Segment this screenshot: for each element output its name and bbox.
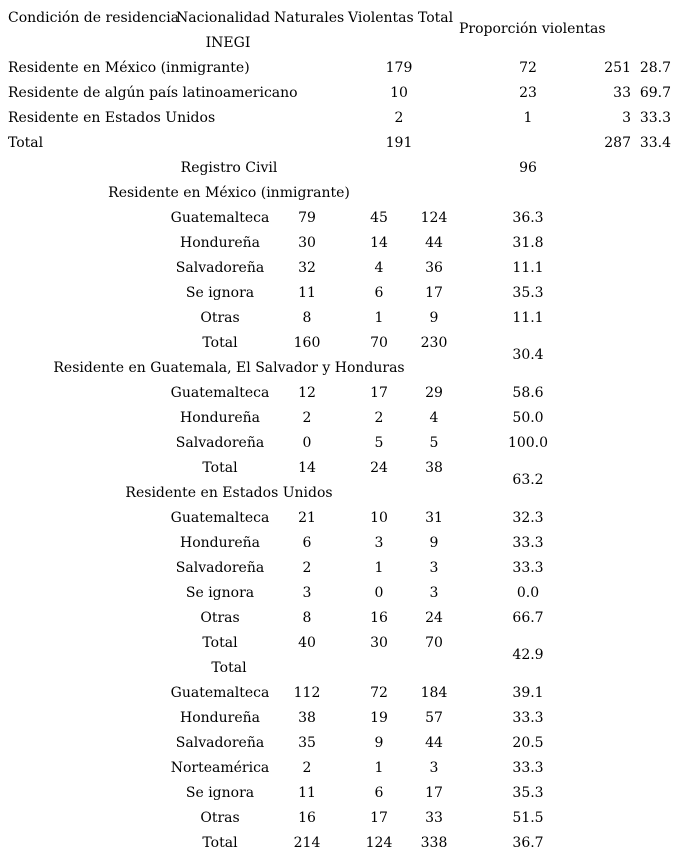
inegi-violentas: 1 xyxy=(523,110,533,126)
naturales-cell: 11 xyxy=(298,285,316,301)
inegi-row-label: Residente en Estados Unidos xyxy=(8,110,216,126)
proporcion-cell: 42.9 xyxy=(512,647,544,663)
nacionalidad-cell: Hondureña xyxy=(180,535,260,551)
total-cell: 5 xyxy=(429,435,439,451)
violentas-cell: 70 xyxy=(370,335,388,351)
header-nacionalidad: Nacionalidad xyxy=(176,10,270,26)
header-naturales: Naturales xyxy=(274,10,345,26)
proporcion-cell: 20.5 xyxy=(512,735,544,751)
section-title: Residente en Estados Unidos xyxy=(125,485,333,501)
header-condicion: Condición de residencia xyxy=(8,10,180,26)
nacionalidad-cell: Salvadoreña xyxy=(175,735,265,751)
total-cell: 4 xyxy=(429,410,439,426)
proporcion-cell: 11.1 xyxy=(512,260,544,276)
proporcion-cell: 33.3 xyxy=(512,535,544,551)
proporcion-cell: 50.0 xyxy=(512,410,544,426)
nacionalidad-cell: Se ignora xyxy=(185,285,255,301)
total-cell: 338 xyxy=(420,835,448,851)
total-cell: 3 xyxy=(429,760,439,776)
naturales-cell: 8 xyxy=(302,610,312,626)
naturales-cell: 6 xyxy=(302,535,312,551)
nacionalidad-cell: Guatemalteca xyxy=(170,685,270,701)
naturales-cell: 16 xyxy=(298,810,316,826)
total-cell: 17 xyxy=(425,285,443,301)
total-cell: 31 xyxy=(425,510,443,526)
registro-title: Registro Civil xyxy=(180,160,278,176)
nacionalidad-cell: Salvadoreña xyxy=(175,260,265,276)
inegi-total: 251 xyxy=(604,60,631,76)
proporcion-cell: 33.3 xyxy=(512,760,544,776)
nacionalidad-cell: Total xyxy=(202,835,238,851)
inegi-proporcion: 69.7 xyxy=(639,85,671,101)
nacionalidad-cell: Salvadoreña xyxy=(175,560,265,576)
nacionalidad-cell: Total xyxy=(202,460,238,476)
proporcion-cell: 39.1 xyxy=(512,685,544,701)
total-cell: 24 xyxy=(425,610,443,626)
violentas-cell: 1 xyxy=(374,310,384,326)
naturales-cell: 112 xyxy=(293,685,321,701)
naturales-cell: 2 xyxy=(302,760,312,776)
violentas-cell: 14 xyxy=(370,235,388,251)
inegi-violentas: 72 xyxy=(519,60,537,76)
naturales-cell: 11 xyxy=(298,785,316,801)
proporcion-cell: 63.2 xyxy=(512,472,544,488)
total-cell: 3 xyxy=(429,560,439,576)
nacionalidad-cell: Guatemalteca xyxy=(170,210,270,226)
naturales-cell: 3 xyxy=(302,585,312,601)
proporcion-cell: 36.7 xyxy=(512,835,544,851)
violentas-cell: 1 xyxy=(374,760,384,776)
nacionalidad-cell: Otras xyxy=(200,610,240,626)
total-cell: 3 xyxy=(429,585,439,601)
violentas-cell: 124 xyxy=(365,835,393,851)
proporcion-cell: 58.6 xyxy=(512,385,544,401)
nacionalidad-cell: Se ignora xyxy=(185,785,255,801)
total-cell: 70 xyxy=(425,635,443,651)
section-title: Residente en Guatemala, El Salvador y Honduras xyxy=(53,360,405,376)
header-total: Total xyxy=(418,10,454,26)
naturales-cell: 32 xyxy=(298,260,316,276)
inegi-naturales: 10 xyxy=(390,85,408,101)
proporcion-cell: 36.3 xyxy=(512,210,544,226)
violentas-cell: 5 xyxy=(374,435,384,451)
total-cell: 9 xyxy=(429,310,439,326)
violentas-cell: 19 xyxy=(370,710,388,726)
inegi-total: 3 xyxy=(622,110,631,126)
violentas-cell: 1 xyxy=(374,560,384,576)
proporcion-cell: 33.3 xyxy=(512,560,544,576)
total-cell: 44 xyxy=(425,735,443,751)
section-title: Total xyxy=(211,660,247,676)
inegi-proporcion: 33.3 xyxy=(639,110,671,126)
total-cell: 57 xyxy=(425,710,443,726)
nacionalidad-cell: Salvadoreña xyxy=(175,435,265,451)
inegi-row-label: Residente de algún país latinoamericano xyxy=(8,85,298,101)
inegi-violentas: 23 xyxy=(519,85,537,101)
nacionalidad-cell: Norteamérica xyxy=(170,760,270,776)
nacionalidad-cell: Guatemalteca xyxy=(170,510,270,526)
nacionalidad-cell: Guatemalteca xyxy=(170,385,270,401)
naturales-cell: 21 xyxy=(298,510,316,526)
violentas-cell: 72 xyxy=(370,685,388,701)
inegi-violentas: 96 xyxy=(519,160,537,176)
naturales-cell: 14 xyxy=(298,460,316,476)
inegi-naturales: 2 xyxy=(394,110,404,126)
total-cell: 36 xyxy=(425,260,443,276)
inegi-proporcion: 28.7 xyxy=(639,60,671,76)
proporcion-cell: 33.3 xyxy=(512,710,544,726)
header-violentas: Violentas xyxy=(348,10,414,26)
inegi-total: 287 xyxy=(604,135,631,151)
naturales-cell: 79 xyxy=(298,210,316,226)
naturales-cell: 0 xyxy=(302,435,312,451)
total-cell: 9 xyxy=(429,535,439,551)
naturales-cell: 12 xyxy=(298,385,316,401)
total-cell: 33 xyxy=(425,810,443,826)
naturales-cell: 2 xyxy=(302,410,312,426)
nacionalidad-cell: Total xyxy=(202,635,238,651)
violentas-cell: 6 xyxy=(374,285,384,301)
total-cell: 230 xyxy=(420,335,448,351)
inegi-title: INEGI xyxy=(205,35,251,51)
nacionalidad-cell: Se ignora xyxy=(185,585,255,601)
inegi-row-label: Total xyxy=(8,135,44,151)
violentas-cell: 3 xyxy=(374,535,384,551)
violentas-cell: 45 xyxy=(370,210,388,226)
inegi-row-label: Residente en México (inmigrante) xyxy=(8,60,250,76)
header-proporcion: Proporción violentas xyxy=(459,21,606,37)
naturales-cell: 30 xyxy=(298,235,316,251)
total-cell: 44 xyxy=(425,235,443,251)
proporcion-cell: 35.3 xyxy=(512,285,544,301)
proporcion-cell: 32.3 xyxy=(512,510,544,526)
violentas-cell: 16 xyxy=(370,610,388,626)
naturales-cell: 40 xyxy=(298,635,316,651)
nacionalidad-cell: Hondureña xyxy=(180,410,260,426)
inegi-proporcion: 33.4 xyxy=(639,135,671,151)
inegi-naturales: 191 xyxy=(385,135,413,151)
violentas-cell: 9 xyxy=(374,735,384,751)
proporcion-cell: 66.7 xyxy=(512,610,544,626)
proporcion-cell: 31.8 xyxy=(512,235,544,251)
proporcion-cell: 30.4 xyxy=(512,347,544,363)
nacionalidad-cell: Otras xyxy=(200,810,240,826)
violentas-cell: 2 xyxy=(374,410,384,426)
naturales-cell: 35 xyxy=(298,735,316,751)
naturales-cell: 160 xyxy=(293,335,321,351)
naturales-cell: 2 xyxy=(302,560,312,576)
nacionalidad-cell: Otras xyxy=(200,310,240,326)
proporcion-cell: 11.1 xyxy=(512,310,544,326)
nacionalidad-cell: Hondureña xyxy=(180,235,260,251)
nacionalidad-cell: Total xyxy=(202,335,238,351)
inegi-total: 33 xyxy=(613,85,631,101)
violentas-cell: 17 xyxy=(370,385,388,401)
naturales-cell: 38 xyxy=(298,710,316,726)
total-cell: 29 xyxy=(425,385,443,401)
total-cell: 124 xyxy=(420,210,448,226)
naturales-cell: 214 xyxy=(293,835,321,851)
violentas-cell: 24 xyxy=(370,460,388,476)
violentas-cell: 6 xyxy=(374,785,384,801)
proporcion-cell: 0.0 xyxy=(516,585,540,601)
inegi-naturales: 179 xyxy=(385,60,413,76)
total-cell: 184 xyxy=(420,685,448,701)
violentas-cell: 30 xyxy=(370,635,388,651)
proporcion-cell: 35.3 xyxy=(512,785,544,801)
nacionalidad-cell: Hondureña xyxy=(180,710,260,726)
violentas-cell: 17 xyxy=(370,810,388,826)
total-cell: 38 xyxy=(425,460,443,476)
proporcion-cell: 51.5 xyxy=(512,810,544,826)
section-title: Residente en México (inmigrante) xyxy=(108,185,350,201)
violentas-cell: 0 xyxy=(374,585,384,601)
proporcion-cell: 100.0 xyxy=(507,435,549,451)
naturales-cell: 8 xyxy=(302,310,312,326)
total-cell: 17 xyxy=(425,785,443,801)
violentas-cell: 10 xyxy=(370,510,388,526)
violentas-cell: 4 xyxy=(374,260,384,276)
